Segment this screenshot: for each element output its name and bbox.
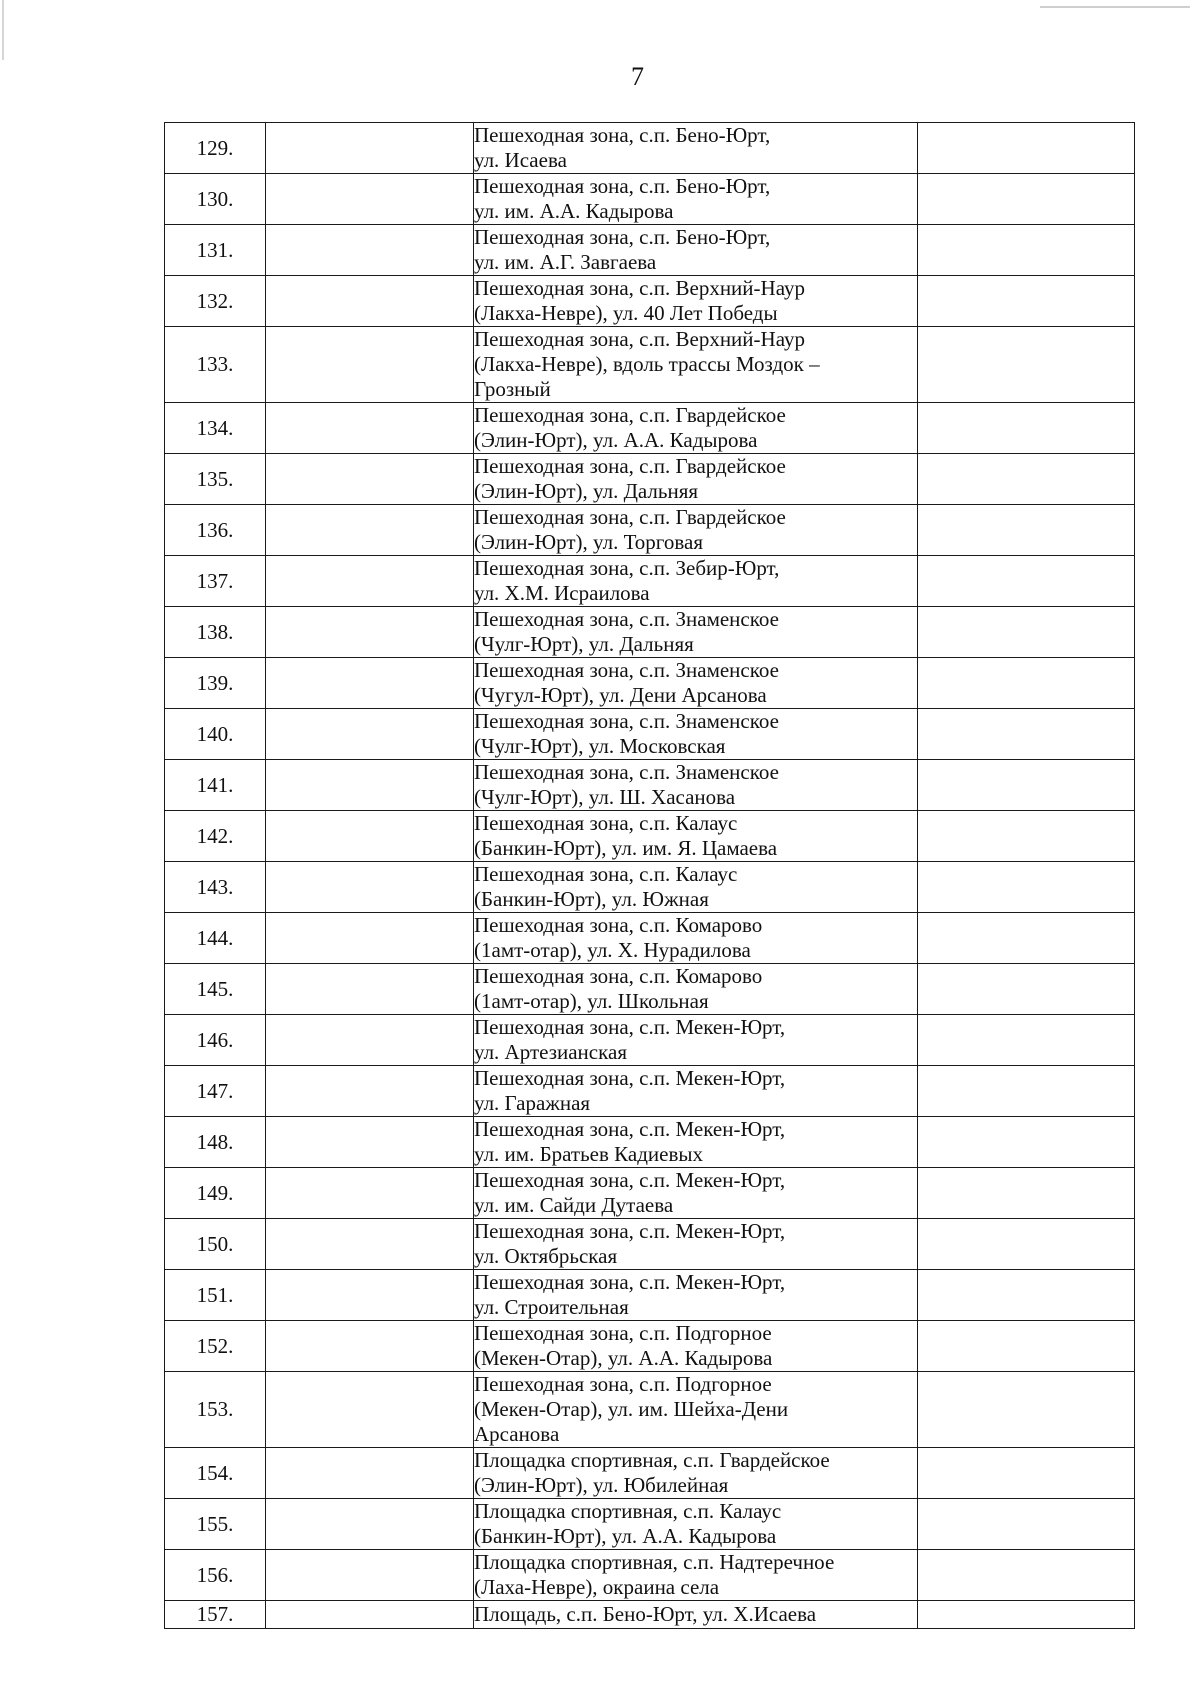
row-number: 133. — [165, 327, 266, 403]
row-number: 157. — [165, 1601, 266, 1629]
location-description: Пешеходная зона, с.п. Мекен-Юрт, ул. Артезианская — [474, 1015, 786, 1064]
location-description: Площадка спортивная, с.п. Гвардейское (Элин-Юрт), ул. Юбилейная — [474, 1448, 830, 1497]
row-number: 142. — [165, 811, 266, 862]
empty-cell — [266, 556, 474, 607]
location-cell — [474, 174, 918, 225]
table-row — [165, 811, 1135, 862]
location-description: Пешеходная зона, с.п. Мекен-Юрт, ул. им. Братьев Кадиевых — [474, 1117, 786, 1166]
empty-cell — [918, 964, 1135, 1015]
empty-cell — [266, 1168, 474, 1219]
location-description: Пешеходная зона, с.п. Знаменское (Чулг-Юрт), ул. Московская — [474, 709, 779, 758]
row-number: 146. — [165, 1015, 266, 1066]
location-cell — [474, 760, 918, 811]
empty-cell — [918, 454, 1135, 505]
location-description: Площадь, с.п. Бено-Юрт, ул. Х.Исаева — [474, 1602, 817, 1626]
empty-cell — [918, 1168, 1135, 1219]
empty-cell — [918, 327, 1135, 403]
location-description: Пешеходная зона, с.п. Мекен-Юрт, ул. Октябрьская — [474, 1219, 786, 1268]
table-row — [165, 913, 1135, 964]
empty-cell — [918, 556, 1135, 607]
table-row — [165, 1550, 1135, 1601]
table-row — [165, 607, 1135, 658]
location-cell — [474, 658, 918, 709]
location-cell — [474, 964, 918, 1015]
empty-cell — [918, 225, 1135, 276]
empty-cell — [266, 225, 474, 276]
table-row — [165, 276, 1135, 327]
empty-cell — [918, 403, 1135, 454]
row-number: 156. — [165, 1550, 266, 1601]
empty-cell — [266, 1448, 474, 1499]
location-description: Пешеходная зона, с.п. Гвардейское (Элин-Юрт), ул. Дальняя — [474, 454, 786, 503]
location-cell — [474, 556, 918, 607]
empty-cell — [918, 505, 1135, 556]
location-description: Пешеходная зона, с.п. Калаус (Банкин-Юрт), ул. им. Я. Цамаева — [474, 811, 778, 860]
location-description: Пешеходная зона, с.п. Знаменское (Чулг-Юрт), ул. Ш. Хасанова — [474, 760, 779, 809]
location-description: Пешеходная зона, с.п. Бено-Юрт, ул. Исаева — [474, 123, 771, 172]
empty-cell — [918, 1219, 1135, 1270]
empty-cell — [266, 1601, 474, 1629]
table-row — [165, 403, 1135, 454]
objects-table — [164, 122, 1135, 1629]
row-number: 135. — [165, 454, 266, 505]
table-row — [165, 1448, 1135, 1499]
row-number: 137. — [165, 556, 266, 607]
empty-cell — [266, 454, 474, 505]
empty-cell — [266, 1219, 474, 1270]
location-description: Пешеходная зона, с.п. Подгорное (Мекен-Отар), ул. А.А. Кадырова — [474, 1321, 773, 1370]
empty-cell — [918, 811, 1135, 862]
location-cell — [474, 1219, 918, 1270]
location-cell — [474, 225, 918, 276]
location-description: Пешеходная зона, с.п. Верхний-Наур (Лакха-Невре), вдоль трассы Моздок – Грозный — [474, 327, 820, 401]
location-cell — [474, 1601, 918, 1629]
empty-cell — [266, 276, 474, 327]
location-cell — [474, 1015, 918, 1066]
empty-cell — [266, 811, 474, 862]
empty-cell — [266, 1321, 474, 1372]
empty-cell — [918, 607, 1135, 658]
empty-cell — [266, 1550, 474, 1601]
row-number: 154. — [165, 1448, 266, 1499]
empty-cell — [266, 1372, 474, 1448]
page-number: 7 — [631, 62, 645, 91]
location-description: Пешеходная зона, с.п. Гвардейское (Элин-Юрт), ул. Торговая — [474, 505, 786, 554]
location-cell — [474, 1321, 918, 1372]
empty-cell — [266, 327, 474, 403]
table-row — [165, 1601, 1135, 1629]
table-row — [165, 1117, 1135, 1168]
location-description: Площадка спортивная, с.п. Надтеречное (Лаха-Невре), окраина села — [474, 1550, 835, 1599]
scan-artifact-left — [2, 0, 4, 60]
location-cell — [474, 276, 918, 327]
empty-cell — [266, 1499, 474, 1550]
empty-cell — [918, 1448, 1135, 1499]
table-row — [165, 556, 1135, 607]
location-cell — [474, 1550, 918, 1601]
row-number: 148. — [165, 1117, 266, 1168]
location-cell — [474, 505, 918, 556]
empty-cell — [918, 658, 1135, 709]
location-description: Пешеходная зона, с.п. Гвардейское (Элин-Юрт), ул. А.А. Кадырова — [474, 403, 786, 452]
location-cell — [474, 1168, 918, 1219]
row-number: 134. — [165, 403, 266, 454]
empty-cell — [918, 760, 1135, 811]
table-row — [165, 658, 1135, 709]
row-number: 129. — [165, 123, 266, 174]
empty-cell — [266, 607, 474, 658]
empty-cell — [918, 123, 1135, 174]
empty-cell — [918, 1015, 1135, 1066]
row-number: 132. — [165, 276, 266, 327]
empty-cell — [918, 1270, 1135, 1321]
table-row — [165, 1168, 1135, 1219]
empty-cell — [918, 1550, 1135, 1601]
location-cell — [474, 1372, 918, 1448]
empty-cell — [266, 505, 474, 556]
location-cell — [474, 1499, 918, 1550]
row-number: 145. — [165, 964, 266, 1015]
location-description: Пешеходная зона, с.п. Мекен-Юрт, ул. Строительная — [474, 1270, 786, 1319]
empty-cell — [266, 862, 474, 913]
location-description: Пешеходная зона, с.п. Знаменское (Чулг-Юрт), ул. Дальняя — [474, 607, 779, 656]
row-number: 140. — [165, 709, 266, 760]
empty-cell — [266, 760, 474, 811]
empty-cell — [266, 403, 474, 454]
empty-cell — [918, 174, 1135, 225]
row-number: 130. — [165, 174, 266, 225]
location-cell — [474, 811, 918, 862]
table-row — [165, 174, 1135, 225]
empty-cell — [266, 1066, 474, 1117]
table-row — [165, 760, 1135, 811]
empty-cell — [266, 658, 474, 709]
row-number: 147. — [165, 1066, 266, 1117]
table-row — [165, 1270, 1135, 1321]
table-row — [165, 454, 1135, 505]
empty-cell — [266, 1270, 474, 1321]
location-description: Пешеходная зона, с.п. Бено-Юрт, ул. им. А.Г. Завгаева — [474, 225, 771, 274]
location-description: Пешеходная зона, с.п. Калаус (Банкин-Юрт), ул. Южная — [474, 862, 738, 911]
table-body — [165, 123, 1135, 1629]
table-row — [165, 1499, 1135, 1550]
location-description: Пешеходная зона, с.п. Зебир-Юрт, ул. Х.М. Исраилова — [474, 556, 780, 605]
location-description: Пешеходная зона, с.п. Верхний-Наур (Лакха-Невре), ул. 40 Лет Победы — [474, 276, 805, 325]
table-row — [165, 123, 1135, 174]
row-number: 152. — [165, 1321, 266, 1372]
empty-cell — [918, 1117, 1135, 1168]
location-description: Пешеходная зона, с.п. Знаменское (Чугул-Юрт), ул. Дени Арсанова — [474, 658, 779, 707]
table-row — [165, 1372, 1135, 1448]
location-cell — [474, 454, 918, 505]
location-cell — [474, 709, 918, 760]
empty-cell — [918, 1372, 1135, 1448]
table-row — [165, 964, 1135, 1015]
location-description: Площадка спортивная, с.п. Калаус (Банкин-Юрт), ул. А.А. Кадырова — [474, 1499, 782, 1548]
row-number: 131. — [165, 225, 266, 276]
row-number: 153. — [165, 1372, 266, 1448]
location-description: Пешеходная зона, с.п. Мекен-Юрт, ул. им. Сайди Дутаева — [474, 1168, 786, 1217]
empty-cell — [918, 276, 1135, 327]
table-row — [165, 327, 1135, 403]
table-row — [165, 1219, 1135, 1270]
empty-cell — [918, 1066, 1135, 1117]
empty-cell — [918, 1321, 1135, 1372]
location-cell — [474, 1448, 918, 1499]
row-number: 136. — [165, 505, 266, 556]
location-cell — [474, 607, 918, 658]
location-cell — [474, 327, 918, 403]
empty-cell — [918, 709, 1135, 760]
row-number: 138. — [165, 607, 266, 658]
empty-cell — [918, 1601, 1135, 1629]
location-description: Пешеходная зона, с.п. Комарово (1амт-отар), ул. Школьная — [474, 964, 763, 1013]
table-row — [165, 1015, 1135, 1066]
location-cell — [474, 862, 918, 913]
row-number: 155. — [165, 1499, 266, 1550]
empty-cell — [266, 709, 474, 760]
location-description: Пешеходная зона, с.п. Бено-Юрт, ул. им. А.А. Кадырова — [474, 174, 771, 223]
location-cell — [474, 1117, 918, 1168]
location-cell — [474, 913, 918, 964]
location-cell — [474, 403, 918, 454]
table-row — [165, 505, 1135, 556]
row-number: 139. — [165, 658, 266, 709]
empty-cell — [266, 913, 474, 964]
empty-cell — [266, 123, 474, 174]
location-description: Пешеходная зона, с.п. Мекен-Юрт, ул. Гаражная — [474, 1066, 786, 1115]
empty-cell — [266, 1117, 474, 1168]
table-row — [165, 1321, 1135, 1372]
row-number: 151. — [165, 1270, 266, 1321]
row-number: 150. — [165, 1219, 266, 1270]
empty-cell — [266, 964, 474, 1015]
row-number: 149. — [165, 1168, 266, 1219]
table-row — [165, 709, 1135, 760]
table-row — [165, 1066, 1135, 1117]
location-description: Пешеходная зона, с.п. Подгорное (Мекен-Отар), ул. им. Шейха-Дени Арсанова — [474, 1372, 789, 1446]
empty-cell — [266, 1015, 474, 1066]
row-number: 141. — [165, 760, 266, 811]
scan-artifact-top — [1040, 6, 1190, 8]
table-row — [165, 225, 1135, 276]
empty-cell — [918, 1499, 1135, 1550]
empty-cell — [918, 862, 1135, 913]
location-cell — [474, 1270, 918, 1321]
empty-cell — [266, 174, 474, 225]
row-number: 144. — [165, 913, 266, 964]
location-cell — [474, 1066, 918, 1117]
table-row — [165, 862, 1135, 913]
empty-cell — [918, 913, 1135, 964]
location-description: Пешеходная зона, с.п. Комарово (1амт-отар), ул. Х. Нурадилова — [474, 913, 763, 962]
location-cell — [474, 123, 918, 174]
row-number: 143. — [165, 862, 266, 913]
